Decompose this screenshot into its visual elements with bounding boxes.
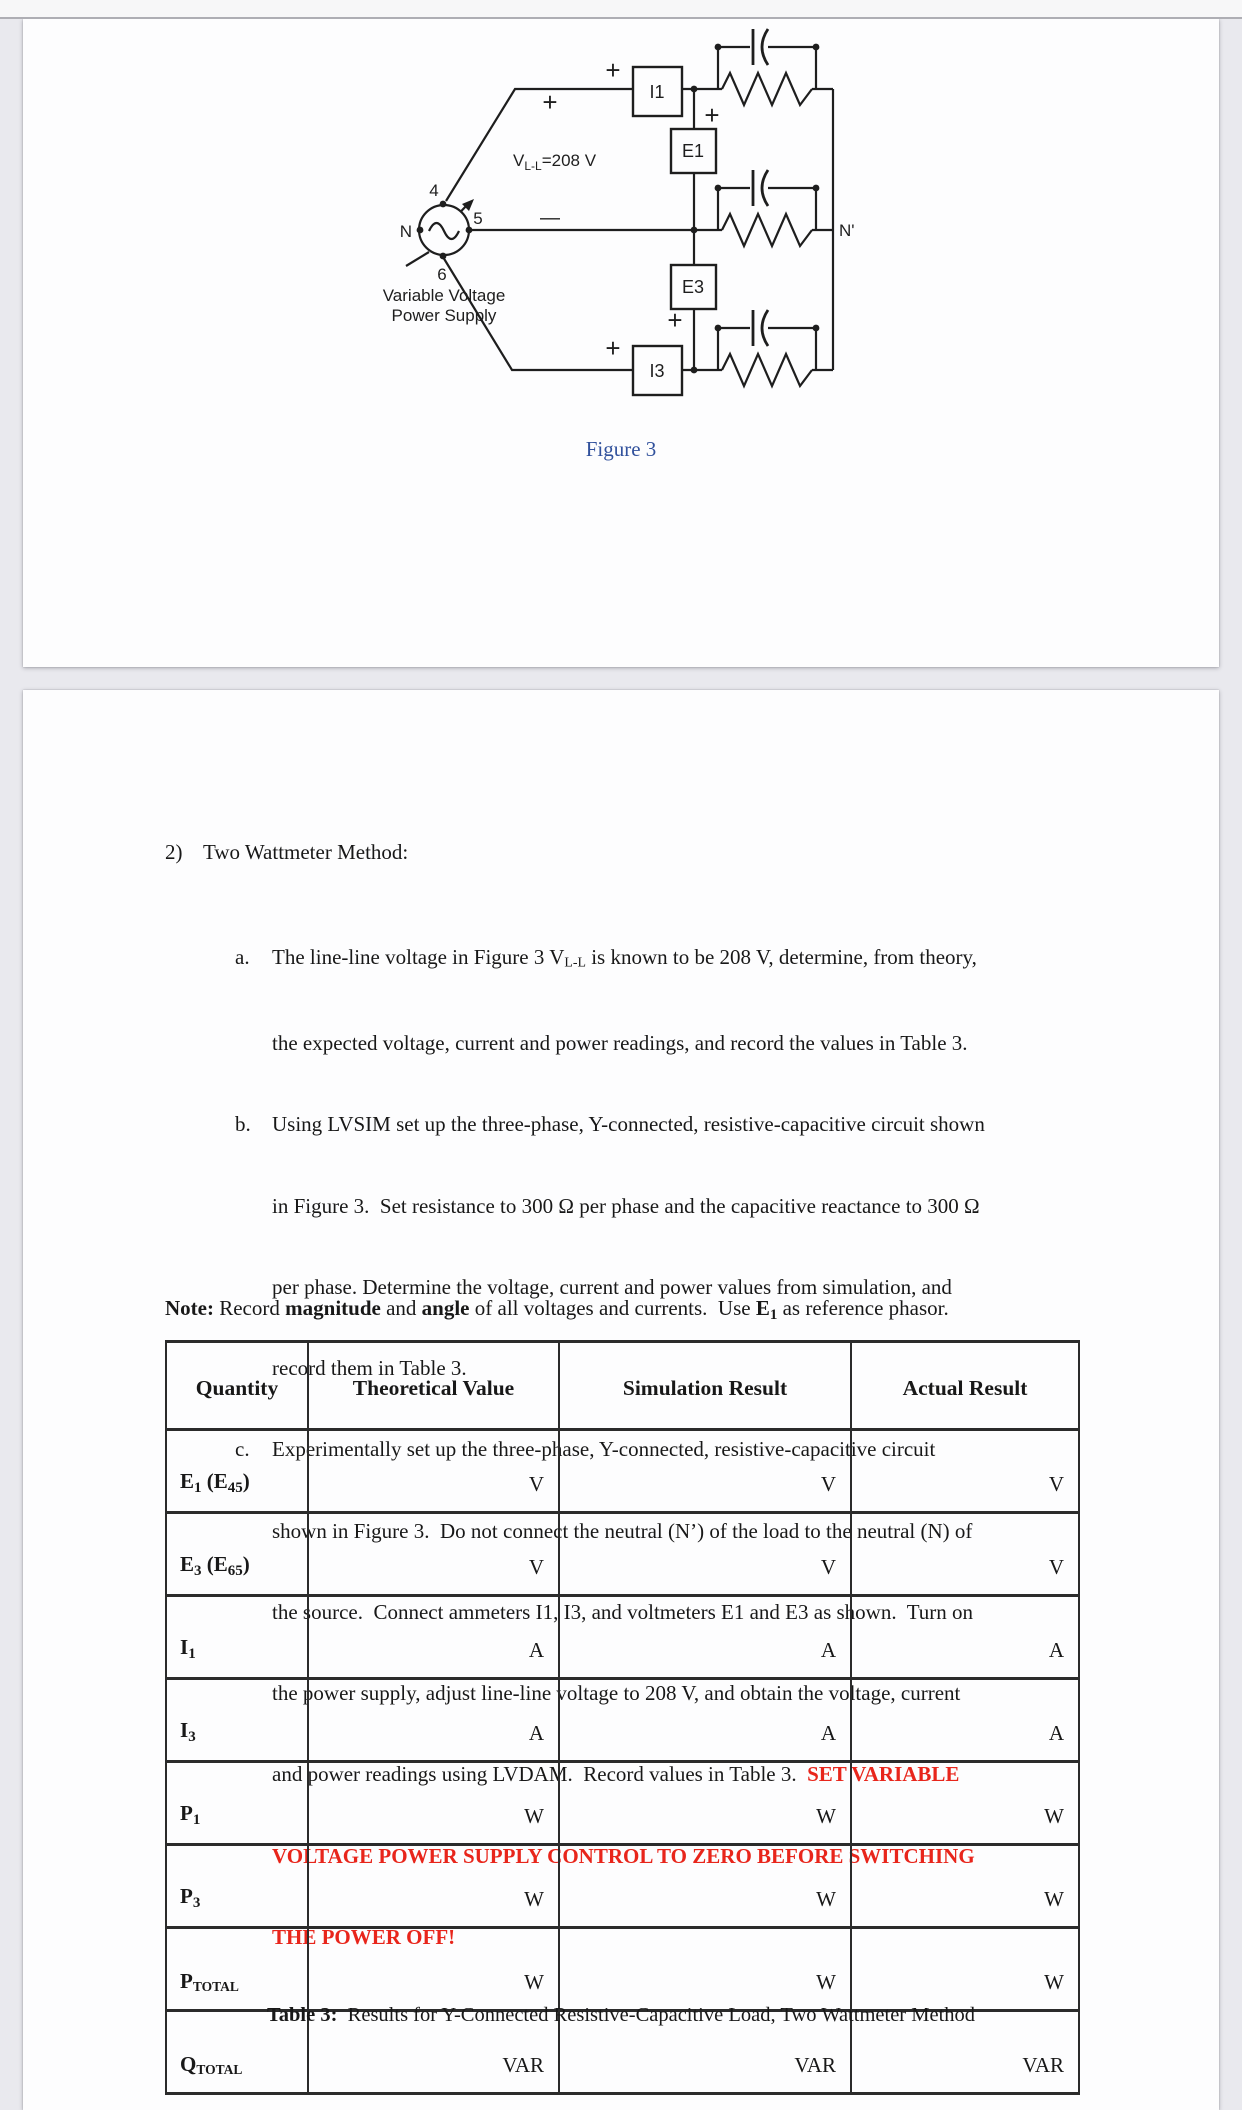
ammeter-i1-label: I1 xyxy=(649,82,665,102)
unit-cell: VAR xyxy=(308,2011,559,2094)
unit-cell: A xyxy=(308,1679,559,1762)
table-row xyxy=(166,1762,1079,1845)
row-label: I3 xyxy=(166,1679,308,1762)
unit-cell: W xyxy=(851,1928,1079,2011)
results-table-body xyxy=(166,1430,1079,2094)
unit-cell: V xyxy=(559,1513,851,1596)
row-label: I1 xyxy=(166,1596,308,1679)
note-segment: and xyxy=(380,1296,422,1320)
warning-text: SET VARIABLE xyxy=(807,1762,960,1787)
top-bar xyxy=(0,0,1242,19)
document-page-2[interactable] xyxy=(23,690,1219,2110)
supply-label xyxy=(383,286,506,325)
list-line: shown in Figure 3. Do not connect the neutral (N’) of the load to the neutral (N) of xyxy=(272,1518,973,1543)
note-text xyxy=(165,1296,949,1324)
warning-text: VOLTAGE POWER SUPPLY CONTROL TO ZERO BEFORE SWITCHING xyxy=(272,1843,975,1868)
table-row xyxy=(166,1430,1079,1513)
list-line: and power readings using LVDAM. Record values in Table 3. SET VARIABLE xyxy=(272,1762,960,1787)
figure-caption: Figure 3 xyxy=(585,437,657,461)
table-row xyxy=(166,1845,1079,1928)
unit-cell: V xyxy=(851,1430,1079,1513)
table-row xyxy=(166,1513,1079,1596)
plus-mark: + xyxy=(542,87,558,117)
resistor xyxy=(722,214,812,246)
voltmeter-e1-label: E1 xyxy=(681,141,705,161)
unit-cell: W xyxy=(559,1845,851,1928)
table-row xyxy=(166,1928,1079,2011)
col-header-quantity: Quantity xyxy=(166,1342,308,1430)
row-label: E1 (E45) xyxy=(166,1430,308,1513)
unit-cell: W xyxy=(851,1845,1079,1928)
table-row xyxy=(166,1596,1079,1679)
row-label: P1 xyxy=(166,1762,308,1845)
note-segment: 1 xyxy=(769,1307,778,1323)
resistor xyxy=(722,354,812,386)
unit-cell: W xyxy=(851,1762,1079,1845)
subscript: L-L xyxy=(564,954,586,970)
item-marker: c. xyxy=(235,1437,250,1462)
document-page-1[interactable] xyxy=(23,19,1219,667)
row-label: PTOTAL xyxy=(166,1928,308,2011)
warning-text: THE POWER OFF! xyxy=(272,1925,456,1950)
unit-cell: A xyxy=(851,1596,1079,1679)
note-segment: E xyxy=(755,1296,770,1320)
minus-mark: — xyxy=(540,207,560,229)
section-heading xyxy=(165,840,408,865)
terminal-6-label: 6 xyxy=(437,265,447,284)
unit-cell: V xyxy=(559,1430,851,1513)
list-line: in Figure 3. Set resistance to 300 Ω per phase and the capacitive reactance to 300 Ω xyxy=(272,1193,980,1218)
unit-cell: W xyxy=(308,1762,559,1845)
note-segment: magnitude xyxy=(285,1296,381,1320)
variable-arrow-tail xyxy=(406,252,429,266)
unit-cell: V xyxy=(851,1513,1079,1596)
plus-mark: + xyxy=(605,55,621,85)
list-line: a. The line-line voltage in Figure 3 VL-L is known to be 208 V, determine, from theory, xyxy=(235,945,977,970)
line-voltage-label: $V_{L-L}=208$ V xyxy=(513,151,597,173)
ammeter-i3-label: I3 xyxy=(649,361,665,381)
resistor xyxy=(722,73,812,105)
capacitor-curved-plate xyxy=(762,310,768,346)
col-header-actual: Actual Result xyxy=(851,1342,1079,1430)
table-caption: Table 3: Results for Y-Connected Resistive-Capacitive Load, Two Wattmeter Method xyxy=(266,2004,976,2026)
col-header-simulation: Simulation Result xyxy=(559,1342,851,1430)
list-line: the power supply, adjust line-line voltage to 208 V, and obtain the voltage, current xyxy=(272,1681,961,1706)
svg-text:Power Supply: Power Supply xyxy=(391,306,497,325)
unit-cell: V xyxy=(308,1513,559,1596)
note-segment: Record xyxy=(213,1296,286,1320)
unit-cell: VAR xyxy=(559,2011,851,2094)
polarity-marks xyxy=(540,55,720,363)
unit-cell: A xyxy=(308,1596,559,1679)
unit-cell: A xyxy=(559,1596,851,1679)
note-segment: Note: xyxy=(165,1296,214,1320)
unit-cell: W xyxy=(308,1845,559,1928)
note-segment: of all voltages and currents. Use xyxy=(469,1296,756,1320)
table-header-row xyxy=(166,1342,1079,1430)
results-table xyxy=(165,1340,1080,2095)
capacitor-curved-plate xyxy=(762,170,768,206)
note-segment: as reference phasor. xyxy=(777,1296,949,1320)
unit-cell: V xyxy=(308,1430,559,1513)
section-number: 2) xyxy=(165,840,183,864)
note-segment: angle xyxy=(421,1296,470,1320)
row-label: P3 xyxy=(166,1845,308,1928)
circuit-diagram xyxy=(23,19,1219,439)
plus-mark: + xyxy=(704,100,720,130)
list-line: the expected voltage, current and power readings, and record the values in Table 3. xyxy=(272,1030,968,1055)
row-label: QTOTAL xyxy=(166,2011,308,2094)
item-marker: a. xyxy=(235,945,250,970)
unit-cell: A xyxy=(851,1679,1079,1762)
list-line: the source. Connect ammeters I1, I3, and voltmeters E1 and E3 as shown. Turn on xyxy=(272,1599,974,1624)
capacitor-curved-plate xyxy=(762,29,768,65)
item-marker: b. xyxy=(235,1112,251,1137)
unit-cell: W xyxy=(308,1928,559,2011)
plus-mark: + xyxy=(605,333,621,363)
unit-cell: W xyxy=(559,1928,851,2011)
unit-cell: W xyxy=(559,1762,851,1845)
neutral-n-label: N xyxy=(399,222,412,241)
terminal-5-label: 5 xyxy=(473,209,483,228)
col-header-theoretical: Theoretical Value xyxy=(308,1342,559,1430)
list-line: record them in Table 3. xyxy=(272,1356,467,1381)
list-line: b. Using LVSIM set up the three-phase, Y-connected, resistive-capacitive circuit shown xyxy=(235,1111,1165,1138)
section-title: Two Wattmeter Method: xyxy=(203,840,409,864)
table-row xyxy=(166,1679,1079,1762)
unit-cell: A xyxy=(559,1679,851,1762)
list-line: c. Experimentally set up the three-phase, Y-connected, resistive-capacitive circuit xyxy=(235,1436,1165,1463)
list-line: per phase. Determine the voltage, current and power values from simulation, and xyxy=(272,1274,952,1299)
neutral-n-prime-label: N' xyxy=(839,221,855,240)
plus-mark: + xyxy=(667,305,683,335)
unit-cell: VAR xyxy=(851,2011,1079,2094)
terminal-4-label: 4 xyxy=(429,181,439,200)
row-label: E3 (E65) xyxy=(166,1513,308,1596)
voltmeter-e3-label: E3 xyxy=(681,277,705,297)
svg-text:Variable Voltage: Variable Voltage xyxy=(382,286,506,305)
